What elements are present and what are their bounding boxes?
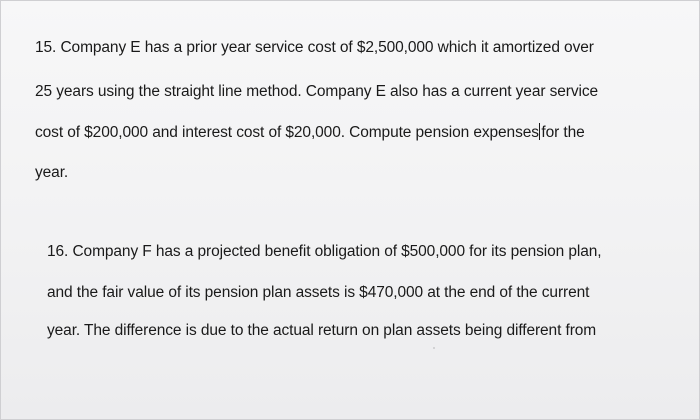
question-15-number: 15. <box>35 39 57 56</box>
question-15-text-line-1: Company E has a prior year service cost of $2,500,000 which it amortized over <box>60 39 594 56</box>
dust-speck <box>433 347 435 349</box>
question-15-line-4: year. <box>35 164 69 181</box>
question-15-text-line-3a: cost of $200,000 and interest cost of $20,000. Compute pension expenses <box>35 124 539 141</box>
question-16-line-2: and the fair value of its pension plan assets is $470,000 at the end of the current <box>47 284 590 301</box>
question-16-line-1 <box>47 242 602 262</box>
question-15-line-2: 25 years using the straight line method. Company E also has a current year service <box>35 83 599 100</box>
question-15-line-1 <box>35 38 594 58</box>
question-16-text-line-1: Company F has a projected benefit obligation of $500,000 for its pension plan, <box>72 243 602 260</box>
question-15-text-line-3b: for the <box>541 124 585 141</box>
question-16-line-3: year. The difference is due to the actual return on plan assets being different from <box>47 322 597 339</box>
question-16-number: 16. <box>47 243 69 260</box>
question-15-line-3 <box>35 123 585 143</box>
